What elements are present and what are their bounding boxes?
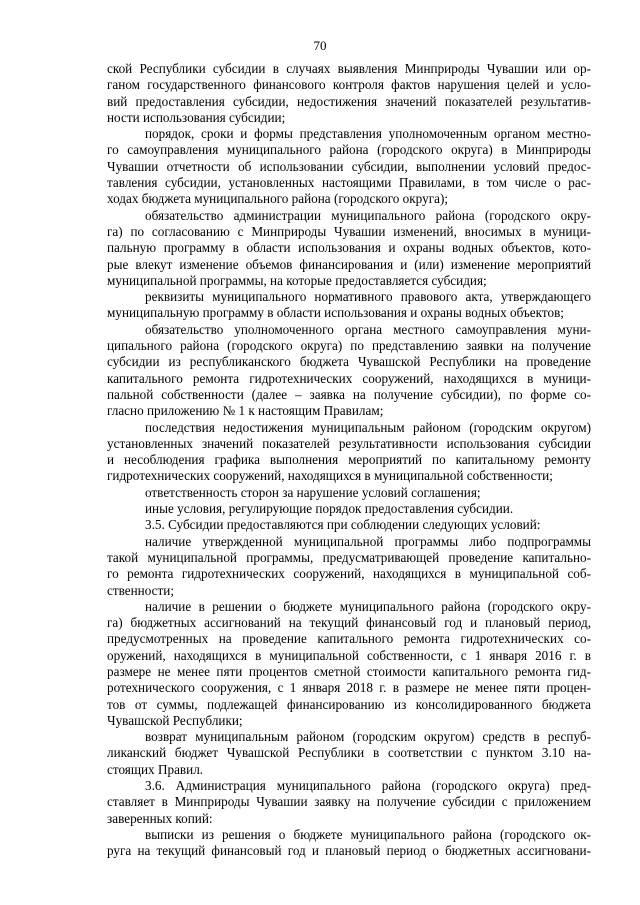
text-line: оружений, находящихся в муниципальной собственности, с 1 января 2016 г. в	[107, 647, 591, 663]
text-line: порядок, сроки и формы представления уполномоченным органом местно-	[145, 126, 591, 142]
text-line: ответственность сторон за нарушение условий соглашения;	[145, 484, 481, 500]
text-line: возврат муниципальным районом (городским округом) средств в респуб-	[145, 729, 591, 745]
text-line: предусмотренных на проведение капитального ремонта гидротехнических со-	[107, 631, 591, 647]
text-line: руга на текущий финансовый год и плановый период о бюджетных ассигновани-	[107, 843, 591, 859]
text-line: обязательство уполномоченного органа местного самоуправления муни-	[145, 321, 591, 337]
text-line: го самоуправления муниципального района (городского округа) в Минприроды	[107, 142, 591, 158]
text-line: наличие утвержденной муниципальной программы либо подпрограммы	[145, 533, 591, 549]
text-line: ганом государственного финансового контроля фактов нарушения целей и усло-	[107, 77, 591, 93]
text-line: ственности;	[107, 582, 174, 598]
text-line: ской Республики субсидии в случаях выявления Минприроды Чувашии или ор-	[107, 61, 591, 76]
text-line: 3.5. Субсидии предоставляются при соблюдении следующих условий:	[145, 517, 541, 533]
text-line: Чувашской Республики;	[107, 712, 243, 728]
text-line: гласно приложению № 1 к настоящим Правилам;	[107, 403, 384, 419]
text-line: последствия недостижения муниципальным районом (городским округом)	[145, 419, 591, 435]
text-line: выписки из решения о бюджете муниципального района (городского ок-	[145, 826, 591, 842]
text-line: ципального района (городского округа) по представлению заявки на получение	[107, 338, 591, 354]
text-line: субсидии из республиканского бюджета Чувашской Республики на проведение	[107, 354, 591, 370]
text-line: вий предоставления субсидии, недостижения значений показателей результатив-	[107, 93, 591, 109]
text-line: обязательство администрации муниципального района (городского окру-	[145, 207, 591, 223]
text-line: го ремонта гидротехнических сооружений, находящихся в муниципальной соб-	[107, 566, 591, 582]
text-line: ности использования субсидии;	[107, 109, 286, 125]
text-line: тов от суммы, подлежащей финансированию из консолидированного бюджета	[107, 696, 591, 712]
text-line: капитального ремонта гидротехнических сооружений, находящихся в муници-	[107, 370, 591, 386]
text-line: такой муниципальной программы, предусматривающей проведение капитально-	[107, 549, 591, 565]
text-line: га) бюджетных ассигнований на текущий финансовый год и плановый период,	[107, 615, 591, 631]
text-line: иные условия, регулирующие порядок предоставления субсидии.	[145, 501, 514, 517]
text-line: установленных значений показателей результативности использования субсидии	[107, 435, 591, 451]
text-line: пальной собственности (далее – заявка на получение субсидии), по форме со-	[107, 386, 591, 402]
text-line: и несоблюдения графика выполнения мероприятий по капитальному ремонту	[107, 452, 591, 468]
text-line: ротехнического сооружения, с 1 января 2018 г. в размере не менее пяти процен-	[107, 680, 591, 696]
text-line: ликанский бюджет Чувашской Республики в соответствии с пунктом 3.10 на-	[107, 745, 591, 761]
text-line: стоящих Правил.	[107, 761, 204, 777]
text-line: га) по согласованию с Минприроды Чувашии изменений, вносимых в муници-	[107, 223, 591, 239]
text-line: заверенных копий:	[107, 810, 213, 826]
text-line: муниципальную программу в области использования и охраны водных объектов;	[107, 305, 564, 321]
text-line: наличие в решении о бюджете муниципального района (городского окру-	[145, 598, 591, 614]
text-line: тавления субсидии, установленных настоящими Правилами, в том числе о рас-	[107, 175, 591, 191]
text-line: ходах бюджета муниципального района (городского округа);	[107, 191, 449, 207]
text-line: размере не менее пяти процентов сметной стоимости капитального ремонта гид-	[107, 663, 591, 679]
document-body	[107, 61, 591, 860]
text-line: муниципальной программы, на которые предоставляется субсидия;	[107, 272, 487, 288]
text-line: пальную программу в области использования и охраны водных объектов, кото-	[107, 240, 591, 256]
text-line: рые влекут изменение объемов финансирования и (или) изменение мероприятий	[107, 256, 591, 272]
page-number: 70	[313, 38, 327, 53]
text-line: гидротехнических сооружений, находящихся в муниципальной собственности;	[107, 468, 553, 484]
text-line: ставляет в Минприроды Чувашии заявку на получение субсидии с приложением	[107, 794, 591, 810]
text-line: Чувашии отчетности об использовании субсидии, выполнении условий предос-	[107, 158, 591, 174]
text-line: 3.6. Администрация муниципального района (городского округа) пред-	[145, 778, 591, 794]
text-line: реквизиты муниципального нормативного правового акта, утверждающего	[145, 289, 591, 305]
